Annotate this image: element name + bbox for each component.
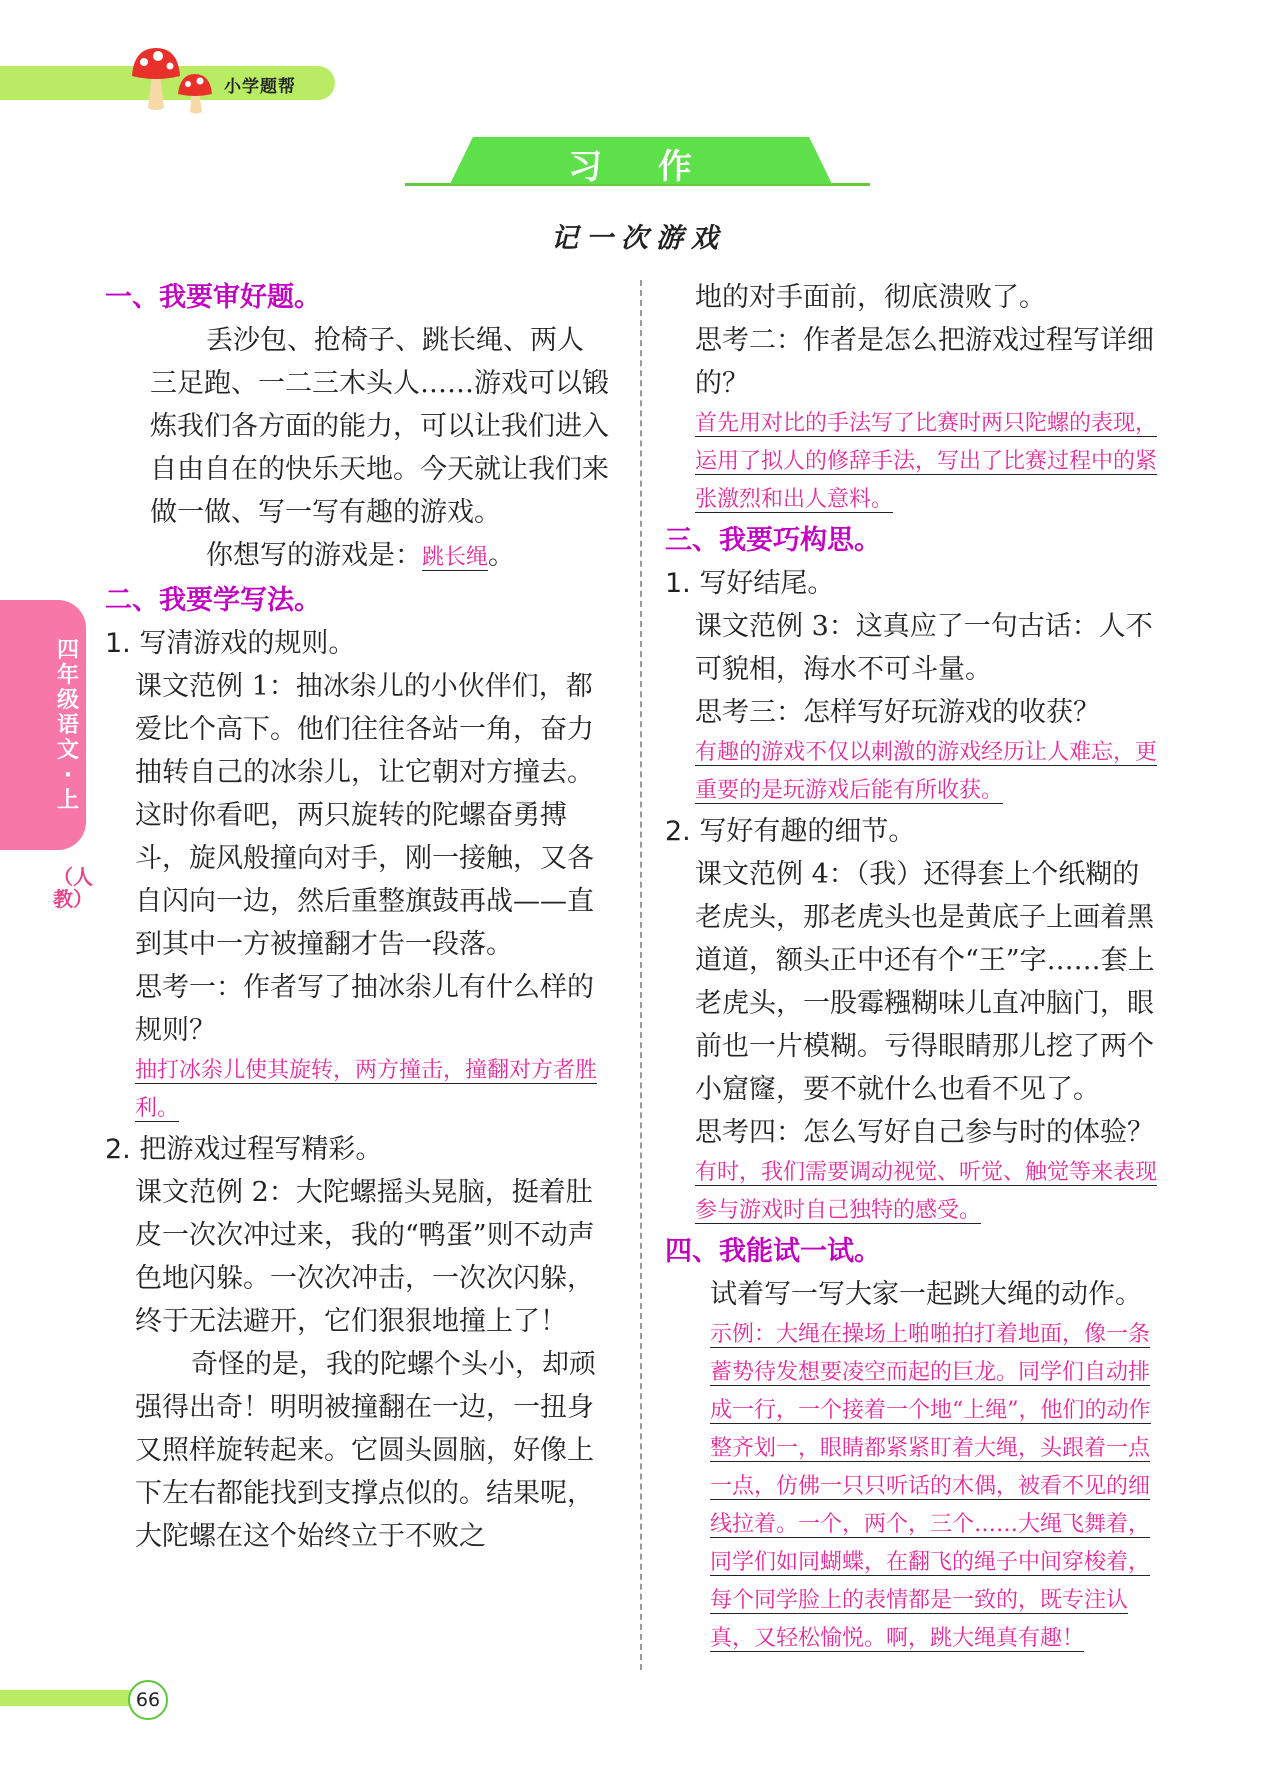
example-paragraph: 课文范例 1：抽冰尜儿的小伙伴们，都爱比个高下。他们往往各站一角，奋力抽转自己的冰尜儿，让它朝对方撞去。这时你看吧，两只旋转的陀螺奋勇搏斗，旋风般撞向对手，刚一接触，又各自闪向一边，然后重整旗鼓再战——直到其中一方被撞翻才告一段落。 <box>135 671 594 960</box>
answer-text <box>665 1316 1165 1658</box>
example-paragraph: 课文范例 2：大陀螺摇头晃脑，挺着肚皮一次次冲过来，我的“鸭蛋”则不动声色地闪躲。一次次冲击，一次次闪躲，终于无法避开，它们狠狠地撞上了！ <box>135 1177 595 1337</box>
section-heading: 二、我要学写法。 <box>105 585 321 616</box>
answer-text <box>665 734 1165 810</box>
mushroom-logo-icon <box>130 46 220 116</box>
answer-text <box>665 1154 1165 1230</box>
answer-underlined: 抽打冰尜儿使其旋转，两方撞击，撞翻对方者胜利。 <box>135 1058 598 1121</box>
grade-label: 四年级语文·上 <box>56 638 79 813</box>
think-question: 思考四：怎么写好自己参与时的体验？ <box>695 1117 1154 1148</box>
list-item: 1. 写清游戏的规则。 <box>105 628 356 659</box>
answer-underlined: 首先用对比的手法写了比赛时两只陀螺的表现，运用了拟人的修辞手法，写出了比赛过程中的紧张激烈和出人意料。 <box>695 411 1158 512</box>
list-item: 2. 把游戏过程写精彩。 <box>105 1134 383 1165</box>
section-title: 习 作 <box>568 147 714 187</box>
answer-underlined: 有时，我们需要调动视觉、听觉、触觉等来表现参与游戏时自己独特的感受。 <box>695 1160 1158 1223</box>
task-prompt: 试着写一写大家一起跳大绳的动作。 <box>710 1279 1142 1310</box>
brand-name: 小学题帮 <box>224 77 296 97</box>
answer-prompt: 你想写的游戏是： <box>206 540 422 571</box>
answer-text: 跳长绳 <box>422 545 489 570</box>
page-number: 66 <box>128 1680 168 1720</box>
think-question: 思考三：怎样写好玩游戏的收获？ <box>695 697 1100 728</box>
left-column <box>105 276 610 1558</box>
essay-title: 记一次游戏 <box>551 223 726 254</box>
footer-bar <box>0 1690 140 1706</box>
list-item: 2. 写好有趣的细节。 <box>665 816 916 847</box>
example-paragraph: 课文范例 3：这真应了一句古话：人不可貌相，海水不可斗量。 <box>695 611 1153 685</box>
answer-underlined: 有趣的游戏不仅以刺激的游戏经历让人难忘，更重要的是玩游戏后能有所收获。 <box>695 740 1158 803</box>
think-question: 思考二：作者是怎么把游戏过程写详细的？ <box>695 325 1154 399</box>
answer-line <box>105 534 610 579</box>
example-continuation: 地的对手面前，彻底溃败了。 <box>695 282 1046 313</box>
right-column <box>665 276 1165 1658</box>
section-heading: 四、我能试一试。 <box>665 1236 881 1267</box>
list-item: 1. 写好结尾。 <box>665 568 835 599</box>
column-divider <box>640 280 642 1670</box>
section-heading: 三、我要巧构思。 <box>665 525 881 556</box>
example-paragraph: 奇怪的是，我的陀螺个头小，却顽强得出奇！明明被撞翻在一边，一扭身又照样旋转起来。它圆头圆脑，好像上下左右都能找到支撑点似的。结果呢，大陀螺在这个始终立于不败之 <box>135 1349 596 1552</box>
section-heading: 一、我要审好题。 <box>105 282 321 313</box>
answer-text <box>105 1052 610 1128</box>
example-paragraph: 课文范例 4：（我）还得套上个纸糊的老虎头，那老虎头也是黄底子上画着黑道道，额头正中还有个“王”字……套上老虎头，一股霉糨糊味儿直冲脑门，眼前也一片模糊。亏得眼睛那儿挖了两个小窟窿，要不就什么也看不见了。 <box>695 859 1155 1105</box>
answer-suffix: 。 <box>488 540 516 571</box>
answer-underlined: 示例：大绳在操场上啪啪拍打着地面，像一条蓄势待发想要凌空而起的巨龙。同学们自动排成一行，一个接着一个地“上绳”，他们的动作整齐划一，眼睛都紧紧盯着大绳，头跟着一点一点，仿佛一只只听话的木偶，被看不见的细线拉着。一个，两个，三个……大绳飞舞着，同学们如同蝴蝶，在翻飞的绳子中间穿梭着，每个同学脸上的表情都是一致的，既专注认真，又轻松愉悦。啊，跳大绳真有趣！ <box>710 1322 1151 1651</box>
intro-paragraph: 丢沙包、抢椅子、跳长绳、两人三足跑、一二三木头人……游戏可以锻炼我们各方面的能力，可以让我们进入自由自在的快乐天地。今天就让我们来做一做、写一写有趣的游戏。 <box>150 325 609 528</box>
answer-text <box>665 405 1165 519</box>
edition-label: （人教） <box>53 865 93 911</box>
think-question: 思考一：作者写了抽冰尜儿有什么样的规则？ <box>135 972 594 1046</box>
